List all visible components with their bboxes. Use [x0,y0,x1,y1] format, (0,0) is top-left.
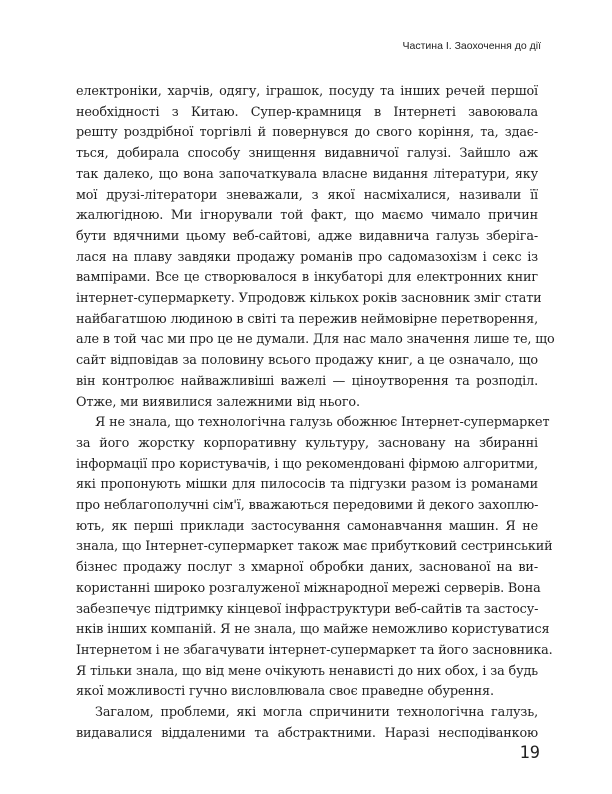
text-line: він контролює найважливіші важелі — ціноутворення та розподіл. [76,373,538,389]
text-line: вампірами. Все це створювалося в інкубаторі для електронних книг [76,270,538,286]
text-line: решту роздрібної торгівлі й повернувся до свого коріння, та, здає- [76,125,538,141]
text-line: Я тільки знала, що від мене очікують ненависті до них обох, і за будь [76,663,538,679]
text-line: лася на плаву завдяки продажу романів про садомазохізм і секс із [76,249,538,265]
text-line: найбагатшою людиною в світі та пережив неймовірне перетворення, [76,311,538,327]
text-line: Я не знала, що технологічна галузь обожнює Інтернет-супермаркет [95,415,550,431]
running-header: Частина І. Заохочення до дії [402,40,541,52]
text-line: сайт відповідав за половину всього продажу книг, а це означало, що [76,353,538,369]
text-line: якої можливості гучно висловлювала своє праведне обурення. [76,684,494,700]
text-line: ться, добирала способу знищення видавничої галузі. Зайшло аж [76,146,538,162]
text-line: про неблагополучні сім'ї, вважаються передовими й декого захоплю- [76,498,539,514]
text-line: жалюгідною. Ми ігнорували той факт, що маємо чимало причин [76,208,538,224]
body-text [76,82,555,745]
text-line: але в той час ми про це не думали. Для нас мало значення лише те, що [76,332,555,348]
text-line: користанні широко розгалуженої міжнародної мережі серверів. Вона [76,580,541,596]
page-number: 19 [519,743,540,763]
text-line: ють, як перші приклади застосування самонавчання машин. Я не [76,518,538,534]
text-line: Загалом, проблеми, які могла спричинити технологічна галузь, [95,705,538,721]
text-line: Отже, ми виявилися залежними від нього. [76,394,360,410]
text-line: електроніки, харчів, одягу, іграшок, посуду та інших речей першої [76,84,538,99]
text-line: знала, що Інтернет-супермаркет також має прибутковий сестринський [76,539,553,555]
text-line: інтернет-супермаркету. Упродовж кількох років засновник зміг стати [76,291,542,307]
text-line: бізнес продажу послуг з хмарної обробки даних, заснованої на ви- [76,560,538,576]
text-line: інформації про користувачів, і що рекомендовані фірмою алгоритми, [76,456,538,472]
text-line: за його жорстку корпоративну культуру, засновану на збиранні [76,435,538,451]
text-line: мої друзі-літератори зневажали, з якої насміхалися, називали її [76,187,538,203]
text-line: нків інших компаній. Я не знала, що майже неможливо користуватися [76,622,550,638]
text-line: видавалися віддаленими та абстрактними. Наразі несподіванкою [76,725,538,741]
text-line: забезпечує підтримку кінцевої інфраструктури веб-сайтів та застосу- [76,601,539,617]
text-line: Інтернетом і не збагачувати інтернет-супермаркет та його засновника. [76,642,553,658]
text-line: так далеко, що вона започаткувала власне видання літератури, яку [76,166,538,182]
text-line: необхідності з Китаю. Супер-крамниця в Інтернеті завоювала [76,104,538,120]
text-line: які пропонують мішки для пилососів та підгузки разом із романами [76,477,538,493]
text-line: бути вдячними цьому веб-сайтові, адже видавнича галузь зберіга- [76,228,538,244]
